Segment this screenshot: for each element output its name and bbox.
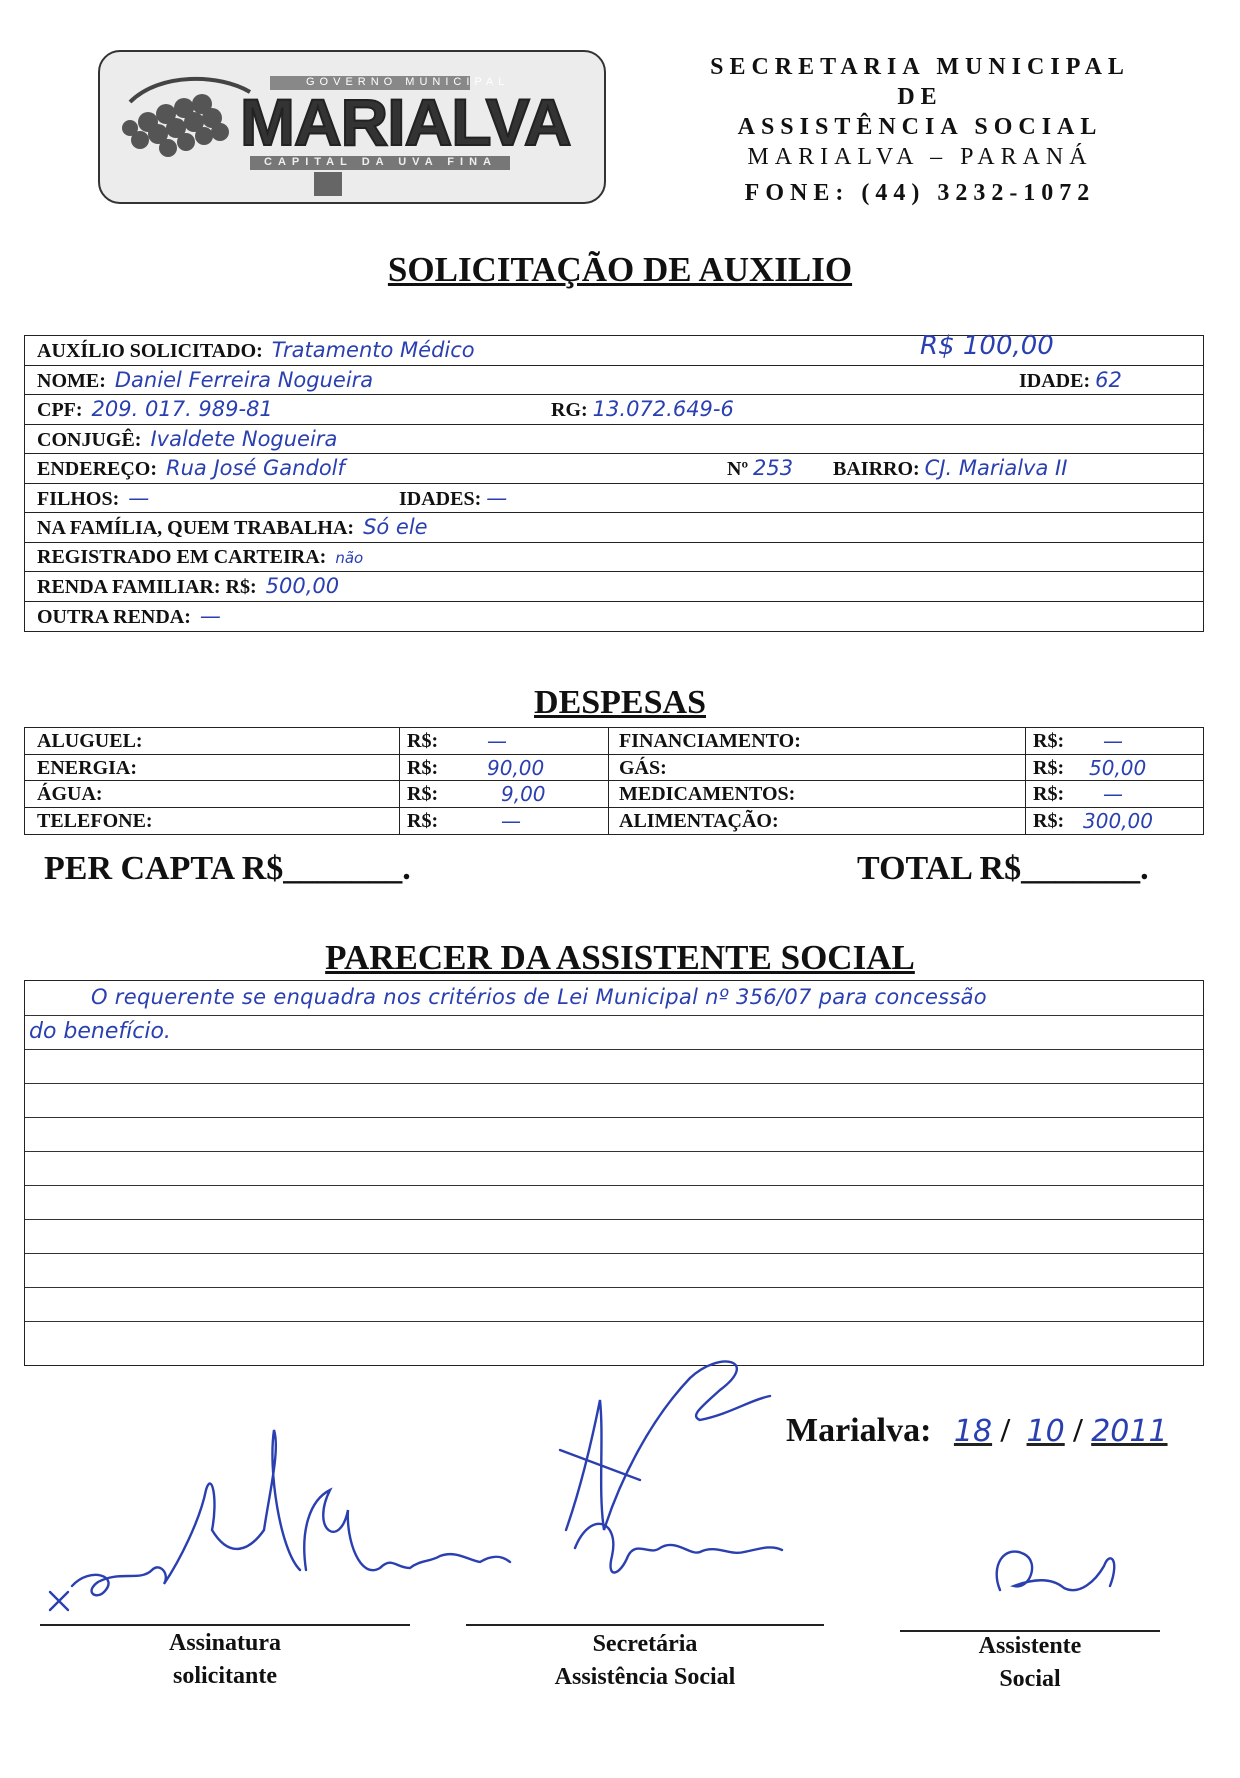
nome-value: Daniel Ferreira Nogueira [114,367,374,392]
despesa-right-label: FINANCIAMENTO: [619,730,801,752]
despesa-right-label: MEDICAMENTOS: [619,783,796,805]
carteira-label: REGISTRADO EM CARTEIRA: [37,545,327,568]
idades-field [399,484,507,514]
signature-applicant-part-2 [304,1490,510,1570]
form-title: SOLICITAÇÃO DE AUXILIO [387,250,853,289]
row-endereco [25,454,1203,484]
header-line-1: SECRETARIA MUNICIPAL [710,54,1130,80]
per-capta-field: PER CAPTA R$_______. [44,850,411,887]
caption-secretaria-line-2: Assistência Social [554,1664,736,1690]
signature-social-worker [997,1552,1115,1591]
despesas-title: DESPESAS [534,684,706,721]
row-nome [25,366,1203,396]
caption-solicitante-line-2: solicitante [173,1663,277,1689]
parecer-title: PARECER DA ASSISTENTE SOCIAL [325,938,915,977]
row-filhos [25,484,1203,514]
nome-label: NOME: [37,369,106,392]
despesa-row [25,728,1203,755]
auxilio-amount: R$ 100,00 [920,331,1054,361]
date-field: Marialva: 18 / 10 / 2011 [786,1412,1168,1449]
caption-assistente-line-2: Social [999,1666,1061,1692]
caption-solicitante [40,1627,410,1693]
signature-secretary-part-2 [560,1450,782,1573]
parecer-text-line-1: O requerente se enquadra nos critérios de Lei Municipal nº 356/07 para concessão [91,985,987,1009]
letterhead [640,52,1200,208]
cpf-label: CPF: [37,399,83,421]
row-carteira [25,543,1203,573]
marialva-logo [98,50,606,204]
date-month: 10 [1026,1414,1065,1449]
despesa-left-value: — [501,808,521,833]
logo-name: MARIALVA [240,85,571,159]
despesa-left-currency: R$: [407,756,439,779]
bairro-label: BAIRRO: [833,458,920,480]
familia-value: Só ele [363,515,428,539]
despesa-right-label: ALIMENTAÇÃO: [619,809,779,832]
parecer-text-line-2: do benefício. [29,1019,171,1044]
despesa-left-value: 90,00 [487,755,545,780]
idades-value: — [486,485,508,510]
row-outra-renda [25,602,1203,632]
despesa-left-label: ÁGUA: [37,783,103,805]
despesa-right-label: GÁS: [619,756,667,779]
signature-line-solicitante [40,1624,410,1626]
header-line-3: ASSISTÊNCIA SOCIAL [737,114,1103,140]
applicant-info-table [24,331,1204,632]
date-day: 18 [953,1414,993,1449]
despesa-right-value: — [1103,729,1123,753]
conjuge-label: CONJUGÊ: [37,428,142,451]
caption-assistente-line-1: Assistente [978,1633,1082,1659]
idade-value: 62 [1095,367,1122,392]
outra-value: — [199,603,221,628]
auxilio-label: AUXÍLIO SOLICITADO: [37,340,263,362]
despesas-table [24,727,1204,835]
despesa-left-label: TELEFONE: [37,809,153,832]
rg-field [551,395,734,425]
rg-value: 13.072.649-6 [592,397,734,421]
caption-solicitante-line-1: Assinatura [168,1630,282,1656]
despesa-left-value: 9,00 [501,782,546,806]
despesa-left-currency: R$: [407,730,439,752]
logo-slogan: CAPITAL DA UVA FINA [264,156,497,168]
carteira-value: não [335,548,364,567]
signature-applicant-part-1 [72,1430,300,1595]
despesa-right-currency: R$: [1033,809,1065,832]
despesa-right-value: — [1103,782,1123,806]
date-prefix: Marialva: [786,1412,932,1449]
cpf-value: 209. 017. 989-81 [91,397,273,421]
auxilio-value: Tratamento Médico [271,338,475,362]
despesa-row [25,781,1203,808]
conjuge-value: Ivaldete Nogueira [150,426,338,451]
rg-label: RG: [551,399,588,421]
row-cpf [25,395,1203,425]
endereco-value: Rua José Gandolf [166,456,345,480]
caption-secretaria-line-1: Secretária [592,1631,698,1657]
bairro-value: CJ. Marialva II [924,456,1068,480]
despesa-left-currency: R$: [407,809,439,832]
despesa-left-currency: R$: [407,783,439,805]
filhos-label: FILHOS: [37,487,120,510]
filhos-value: — [128,485,150,510]
despesa-right-currency: R$: [1033,730,1065,752]
despesa-right-value: 50,00 [1089,755,1147,780]
caption-assistente [900,1630,1160,1696]
despesa-right-currency: R$: [1033,756,1065,779]
logo-top-text: GOVERNO MUNICIPAL [306,76,510,88]
outra-label: OUTRA RENDA: [37,605,191,628]
handwritten-signatures [0,1330,1240,1640]
total-field: TOTAL R$_______. [857,850,1149,887]
bairro-field [833,454,1067,484]
header-line-2: DE [897,84,943,110]
signature-x-mark [50,1592,68,1610]
despesa-right-currency: R$: [1033,783,1065,805]
row-familia-trabalha [25,513,1203,543]
signature-line-secretaria [466,1624,824,1626]
endereco-label: ENDEREÇO: [37,458,158,480]
despesa-right-value: 300,00 [1083,808,1153,833]
renda-label: RENDA FAMILIAR: R$: [37,576,257,598]
despesa-left-label: ENERGIA: [37,756,138,779]
row-conjuge [25,425,1203,455]
row-renda [25,572,1203,602]
date-year: 2011 [1091,1414,1168,1449]
header-phone: FONE: (44) 3232-1072 [744,180,1096,206]
despesa-row [25,755,1203,782]
idades-label: IDADES: [399,487,482,510]
caption-secretaria [466,1628,824,1694]
despesa-left-value: — [487,729,507,753]
despesa-left-label: ALUGUEL: [37,730,143,752]
numero-value: 253 [753,456,794,480]
parecer-box [24,980,1204,1366]
familia-label: NA FAMÍLIA, QUEM TRABALHA: [37,517,355,539]
despesa-row [25,808,1203,835]
idade-field [1019,366,1122,396]
signature-secretary-part-1 [566,1361,770,1530]
header-line-4: MARIALVA – PARANÁ [747,144,1093,170]
renda-value: 500,00 [265,574,340,598]
idade-label: IDADE: [1019,369,1091,392]
numero-label: Nº [727,458,749,480]
numero-field [727,454,793,484]
row-auxilio [25,331,1203,366]
